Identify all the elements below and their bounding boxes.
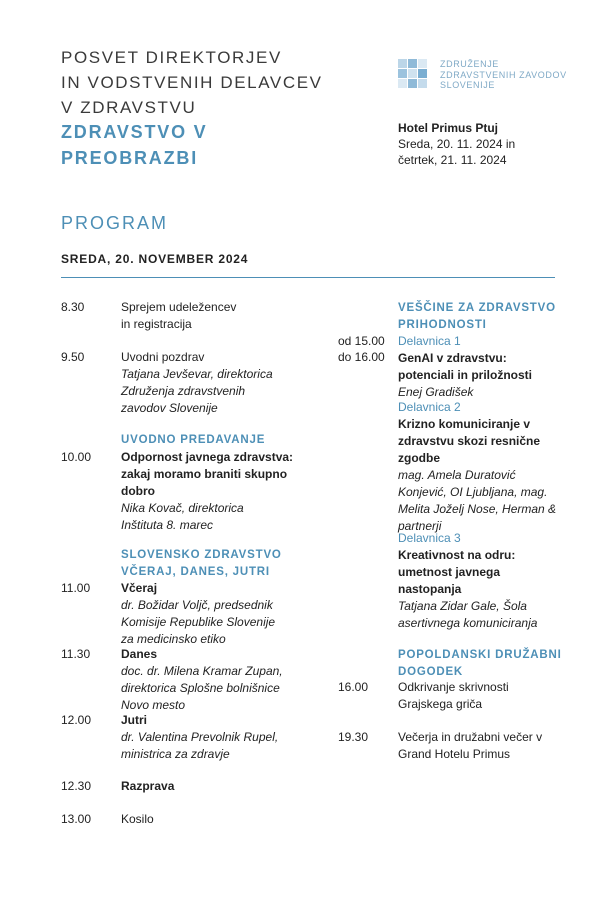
workshop-title-line: Kreativnost na odru: xyxy=(398,548,516,562)
discussion-item: Razprava xyxy=(121,779,175,793)
workshop-title-line: zgodbe xyxy=(398,451,440,465)
section-heading-keynote: UVODNO PREDAVANJE xyxy=(121,434,266,446)
welcome-item xyxy=(121,349,273,417)
event-title-line: IN VODSTVENIH DELAVCEV xyxy=(61,73,323,92)
speaker-line: dr. Božidar Voljč, predsednik xyxy=(121,598,273,612)
item-title-line: zakaj moramo braniti skupno xyxy=(121,467,288,481)
section-heading-skills xyxy=(398,300,556,334)
workshop-title-line: nastopanja xyxy=(398,582,462,596)
section-heading-line: VEŠČINE ZA ZDRAVSTVO xyxy=(398,302,556,314)
lunch-item: Kosilo xyxy=(121,812,154,826)
time-label: 12.00 xyxy=(61,713,92,727)
item-title-line: dobro xyxy=(121,484,155,498)
workshop-title-line: umetnost javnega xyxy=(398,565,501,579)
item-line: in registracija xyxy=(121,317,192,331)
logo-text-line: ZDRUŽENJE xyxy=(440,59,499,69)
item-line: Odkrivanje skrivnosti xyxy=(398,680,509,694)
time-label: do 16.00 xyxy=(338,350,385,364)
speaker-line: Inštituta 8. marec xyxy=(121,518,214,532)
time-label: 12.30 xyxy=(61,779,92,793)
item-title: Uvodni pozdrav xyxy=(121,350,205,364)
item-title: Danes xyxy=(121,647,158,661)
section-heading-line: POPOLDANSKI DRUŽABNI xyxy=(398,649,562,661)
event-date-line: Sreda, 20. 11. 2024 in xyxy=(398,137,516,151)
time-label: 13.00 xyxy=(61,812,92,826)
workshop-label: Delavnica 1 xyxy=(398,334,461,348)
speaker-line: dr. Valentina Prevolnik Rupel, xyxy=(121,730,279,744)
time-label: od 15.00 xyxy=(338,334,385,348)
event-subtitle-line: PREOBRAZBI xyxy=(61,148,199,168)
event-dates xyxy=(398,136,515,168)
event-title-line: V ZDRAVSTVU xyxy=(61,98,197,117)
logo-text-line: SLOVENIJE xyxy=(440,80,495,90)
section-heading-line: DOGODEK xyxy=(398,666,464,678)
item-line: Grand Hotelu Primus xyxy=(398,747,511,761)
venue-name: Hotel Primus Ptuj xyxy=(398,121,499,135)
speaker-line: Enej Gradišek xyxy=(398,385,474,399)
speaker-line: zavodov Slovenije xyxy=(121,401,218,415)
speaker-line: direktorica Splošne bolnišnice xyxy=(121,681,280,695)
program-heading: PROGRAM xyxy=(61,213,169,233)
keynote-item xyxy=(121,449,293,534)
speaker-line: ministrica za zdravje xyxy=(121,747,230,761)
section-heading-panel xyxy=(121,547,282,581)
event-title xyxy=(61,45,323,120)
time-label: 9.50 xyxy=(61,350,85,364)
time-label: 8.30 xyxy=(61,300,85,314)
speaker-line: partnerji xyxy=(398,519,442,533)
section-heading-line: VČERAJ, DANES, JUTRI xyxy=(121,566,270,578)
item-line: Sprejem udeležencev xyxy=(121,300,237,314)
event-subtitle xyxy=(61,119,207,171)
workshop-item xyxy=(398,530,537,632)
social-item xyxy=(398,729,542,763)
speaker-line: Tatjana Jevševar, direktorica xyxy=(121,367,273,381)
event-date-line: četrtek, 21. 11. 2024 xyxy=(398,153,507,167)
workshop-title-line: potenciali in priložnosti xyxy=(398,368,533,382)
speaker-line: Tatjana Zidar Gale, Šola xyxy=(398,599,527,613)
speaker-line: za medicinsko etiko xyxy=(121,632,226,646)
organization-logo-text xyxy=(440,59,567,91)
workshop-title-line: Krizno komuniciranje v xyxy=(398,417,531,431)
speaker-line: Novo mesto xyxy=(121,698,186,712)
section-heading-line: SLOVENSKO ZDRAVSTVO xyxy=(121,549,282,561)
speaker-line: Združenja zdravstvenih xyxy=(121,384,246,398)
workshop-title-line: GenAI v zdravstvu: xyxy=(398,351,507,365)
workshop-item xyxy=(398,333,532,401)
speaker-line: Konjević, OI Ljubljana, mag. xyxy=(398,485,548,499)
arrival-item xyxy=(121,299,236,333)
event-subtitle-line: ZDRAVSTVO V xyxy=(61,122,208,142)
time-label: 11.30 xyxy=(61,647,91,661)
item-title-line: Odpornost javnega zdravstva: xyxy=(121,450,294,464)
item-line: Večerja in družabni večer v xyxy=(398,730,543,744)
speaker-line: asertivnega komuniciranja xyxy=(398,616,538,630)
time-label: 11.00 xyxy=(61,581,91,595)
speaker-line: Melita Joželj Nose, Herman & xyxy=(398,502,557,516)
item-title: Jutri xyxy=(121,713,148,727)
time-label: 19.30 xyxy=(338,730,369,744)
day-heading: SREDA, 20. NOVEMBER 2024 xyxy=(61,252,249,266)
speaker-line: Komisije Republike Slovenije xyxy=(121,615,276,629)
panel-item xyxy=(121,712,278,763)
workshop-title-line: zdravstvu skozi resnične xyxy=(398,434,541,448)
section-heading-social xyxy=(398,647,562,681)
event-title-line: POSVET DIREKTORJEV xyxy=(61,48,282,67)
workshop-label: Delavnica 2 xyxy=(398,400,461,414)
panel-item xyxy=(121,580,275,648)
section-heading-line: PRIHODNOSTI xyxy=(398,319,487,331)
item-title: Včeraj xyxy=(121,581,158,595)
divider xyxy=(61,277,555,278)
panel-item xyxy=(121,646,283,714)
speaker-line: mag. Amela Duratović xyxy=(398,468,516,482)
workshop-label: Delavnica 3 xyxy=(398,531,461,545)
speaker-line: Nika Kovač, direktorica xyxy=(121,501,244,515)
time-label: 10.00 xyxy=(61,450,92,464)
workshop-item xyxy=(398,399,556,535)
organization-logo-icon xyxy=(398,59,428,89)
item-line: Grajskega griča xyxy=(398,697,483,711)
social-item xyxy=(398,679,509,713)
speaker-line: doc. dr. Milena Kramar Zupan, xyxy=(121,664,283,678)
logo-text-line: ZDRAVSTVENIH ZAVODOV xyxy=(440,69,567,80)
time-label: 16.00 xyxy=(338,680,369,694)
